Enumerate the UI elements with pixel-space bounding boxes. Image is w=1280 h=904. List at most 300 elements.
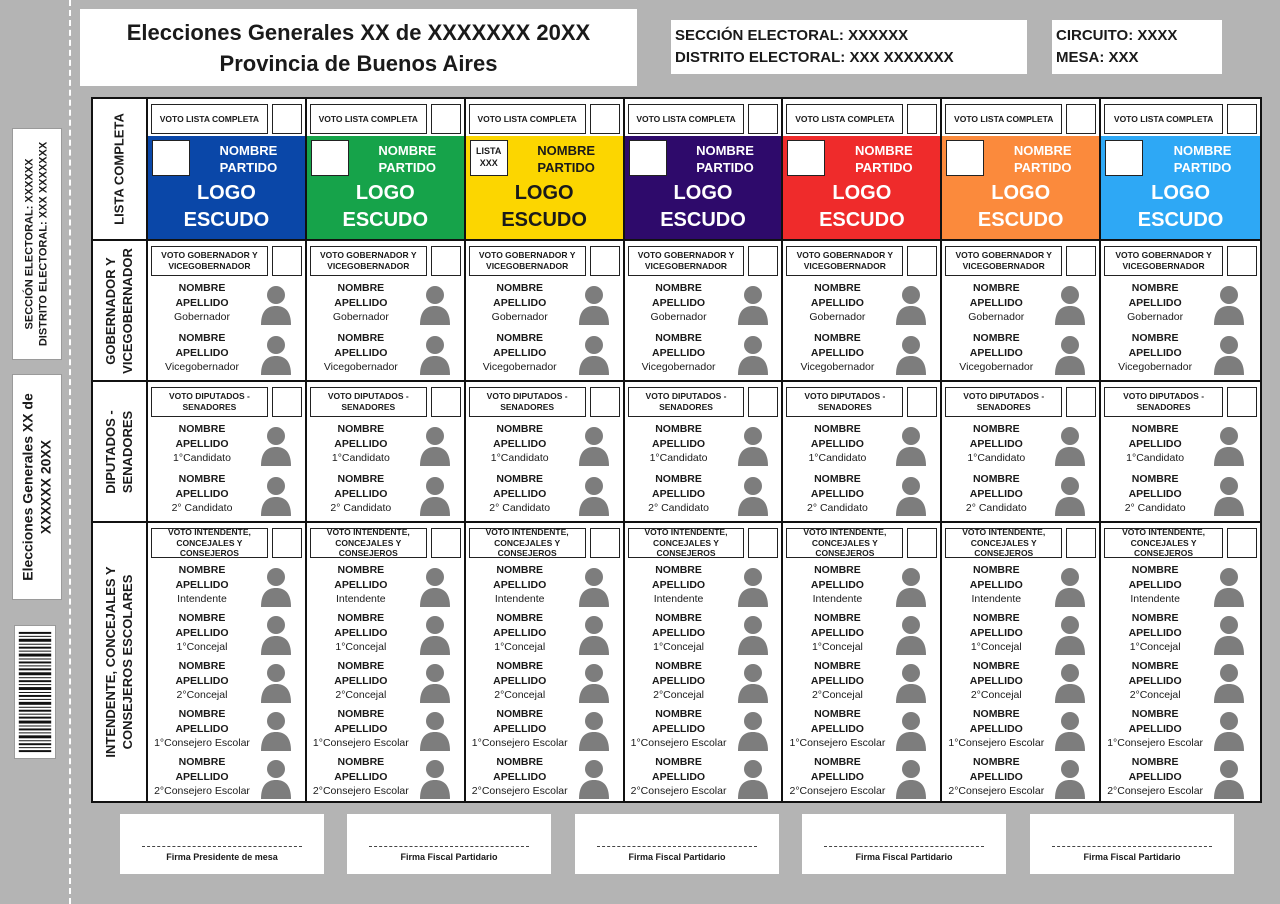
party-logo: [942, 180, 1099, 234]
signature-label: Firma Fiscal Partidario: [400, 852, 498, 862]
party-cell-4: [625, 99, 784, 241]
candidate-text: [307, 659, 415, 703]
party-name-line1: NOMBRE: [1173, 143, 1232, 158]
candidate-first-name: NOMBRE: [655, 564, 702, 576]
candidate-text: [783, 331, 891, 375]
party-cell-6: [942, 99, 1101, 241]
candidate-last-name: APELLIDO: [810, 578, 864, 591]
section-info: [671, 20, 1027, 74]
candidate-role: 1°Consejero Escolar: [789, 737, 886, 749]
candidate-dip-2: [148, 472, 305, 520]
person-silhouette-icon: [735, 613, 771, 655]
candidate-gob-2: [307, 331, 464, 379]
candidate-first-name: NOMBRE: [337, 756, 385, 768]
person-silhouette-icon: [1052, 613, 1088, 655]
candidate-gob-1: [783, 281, 940, 329]
candidate-text: [466, 707, 574, 751]
diputados-cell-3: [466, 382, 625, 523]
candidate-int-4: [1101, 707, 1260, 755]
vote-checkbox-diputados-1[interactable]: [272, 387, 302, 417]
gobernador-cell-4: [625, 241, 784, 382]
candidate-last-name: APELLIDO: [334, 626, 388, 639]
vote-row: [1104, 246, 1257, 276]
vote-row: [945, 246, 1096, 276]
candidate-last-name: APELLIDO: [493, 346, 547, 359]
party-logo-line2: ESCUDO: [660, 209, 746, 231]
candidate-text: [148, 755, 256, 799]
party-name: [827, 142, 940, 176]
party-name-line2: PARTIDO: [378, 160, 437, 175]
party-logo-line2: ESCUDO: [977, 209, 1064, 231]
person-silhouette-icon: [893, 424, 929, 466]
candidate-text: [1101, 472, 1209, 516]
candidate-first-name: NOMBRE: [655, 282, 702, 294]
party-name-line1: NOMBRE: [854, 143, 913, 158]
party-name-line1: NOMBRE: [1013, 143, 1072, 158]
candidate-last-name: APELLIDO: [1128, 722, 1182, 735]
candidate-first-name: NOMBRE: [1131, 564, 1179, 576]
candidate-role: 2°Concejal: [811, 689, 863, 701]
candidate-last-name: APELLIDO: [334, 674, 388, 687]
vote-label-lista-completa: VOTO LISTA COMPLETA: [945, 104, 1062, 134]
row-label-gobernador: [93, 241, 148, 382]
candidate-int-1: [625, 563, 782, 611]
candidate-text: [148, 707, 256, 751]
vote-row: [628, 104, 779, 134]
party-logo-line1: LOGO: [355, 182, 415, 204]
vote-checkbox-gobernador-4[interactable]: [748, 246, 778, 276]
candidate-text: [148, 331, 256, 375]
party-color-block: [466, 136, 623, 239]
person-silhouette-icon: [1052, 333, 1088, 375]
candidate-int-2: [625, 611, 782, 659]
candidate-text: [466, 659, 574, 703]
vote-checkbox-gobernador-7[interactable]: [1227, 246, 1257, 276]
party-name-line2: PARTIDO: [855, 160, 913, 175]
candidate-text: [625, 281, 733, 325]
vote-label-lista-completa: VOTO LISTA COMPLETA: [1104, 104, 1223, 134]
candidate-int-1: [307, 563, 464, 611]
candidate-role: 1°Concejal: [335, 641, 387, 653]
vote-checkbox-gobernador-2[interactable]: [431, 246, 461, 276]
candidate-last-name: APELLIDO: [652, 626, 706, 639]
signature-line: [824, 846, 984, 847]
vote-checkbox-lista-completa-6[interactable]: [1066, 104, 1096, 134]
candidate-gob-2: [625, 331, 782, 379]
signature-box-1: [120, 814, 324, 874]
candidate-last-name: APELLIDO: [810, 487, 864, 500]
lista-number: LISTA XXX: [470, 140, 508, 176]
person-silhouette-icon: [1211, 709, 1247, 751]
candidate-last-name: APELLIDO: [1128, 296, 1182, 309]
candidate-last-name: APELLIDO: [969, 578, 1023, 591]
vote-checkbox-intendente-2[interactable]: [431, 528, 461, 558]
candidate-first-name: NOMBRE: [1131, 282, 1179, 294]
person-silhouette-icon: [1052, 661, 1088, 703]
candidate-text: [625, 659, 733, 703]
person-silhouette-icon: [735, 333, 771, 375]
person-silhouette-icon: [576, 333, 612, 375]
vote-checkbox-intendente-4[interactable]: [748, 528, 778, 558]
vote-label-gobernador: VOTO GOBERNADOR Y VICEGOBERNADOR: [786, 246, 903, 276]
candidate-role: Vicegobernador: [482, 361, 557, 373]
candidate-first-name: NOMBRE: [814, 564, 861, 576]
seccion-electoral: SECCIÓN ELECTORAL: XXXXXX: [675, 27, 909, 44]
person-silhouette-icon: [893, 474, 929, 516]
candidate-last-name: APELLIDO: [810, 626, 864, 639]
party-logo-line2: ESCUDO: [501, 209, 587, 231]
candidate-text: [942, 611, 1050, 655]
person-silhouette-icon: [258, 757, 294, 799]
vote-label-diputados: VOTO DIPUTADOS - SENADORES: [469, 387, 586, 417]
party-cell-2: [307, 99, 466, 241]
candidate-last-name: APELLIDO: [1128, 674, 1182, 687]
party-logo-line1: LOGO: [1151, 182, 1211, 204]
barcode-icon: [14, 625, 56, 759]
candidate-first-name: NOMBRE: [655, 660, 702, 672]
candidate-first-name: NOMBRE: [178, 423, 226, 435]
candidate-int-3: [307, 659, 464, 707]
candidate-first-name: NOMBRE: [496, 660, 544, 672]
person-silhouette-icon: [417, 757, 453, 799]
candidate-first-name: NOMBRE: [496, 612, 544, 624]
candidate-role: 1°Concejal: [970, 641, 1022, 653]
candidate-text: [1101, 563, 1209, 607]
candidate-dip-2: [466, 472, 623, 520]
candidate-last-name: APELLIDO: [652, 487, 706, 500]
intendente-cell-7: [1101, 523, 1260, 801]
vote-checkbox-lista-completa-7[interactable]: [1227, 104, 1257, 134]
candidate-role: Vicegobernador: [165, 361, 239, 373]
candidate-dip-2: [625, 472, 782, 520]
candidate-last-name: APELLIDO: [1128, 626, 1182, 639]
person-silhouette-icon: [417, 709, 453, 751]
candidate-gob-1: [1101, 281, 1260, 329]
gobernador-cell-5: [783, 241, 942, 382]
candidate-role: 1°Concejal: [653, 641, 705, 653]
vote-label-gobernador: VOTO GOBERNADOR Y VICEGOBERNADOR: [469, 246, 586, 276]
person-silhouette-icon: [258, 613, 294, 655]
candidate-role: Gobernador: [491, 311, 548, 323]
person-silhouette-icon: [576, 424, 612, 466]
party-logo: [625, 180, 782, 234]
candidate-text: [148, 659, 256, 703]
candidate-last-name: APELLIDO: [969, 437, 1023, 450]
candidate-first-name: NOMBRE: [814, 282, 861, 294]
candidate-int-4: [625, 707, 782, 755]
candidate-last-name: APELLIDO: [1128, 487, 1182, 500]
candidate-first-name: NOMBRE: [496, 708, 544, 720]
candidate-first-name: NOMBRE: [972, 660, 1020, 672]
candidate-last-name: APELLIDO: [810, 346, 864, 359]
candidate-last-name: APELLIDO: [652, 437, 706, 450]
party-name-line1: NOMBRE: [219, 143, 278, 158]
candidate-last-name: APELLIDO: [334, 487, 388, 500]
candidate-first-name: NOMBRE: [496, 332, 544, 344]
candidate-last-name: APELLIDO: [969, 296, 1023, 309]
candidate-last-name: APELLIDO: [334, 346, 388, 359]
party-color-block: [1101, 136, 1260, 239]
candidate-last-name: APELLIDO: [334, 296, 388, 309]
person-silhouette-icon: [1211, 565, 1247, 607]
candidate-first-name: NOMBRE: [496, 473, 544, 485]
vote-label-lista-completa: VOTO LISTA COMPLETA: [151, 104, 268, 134]
intendente-cell-5: [783, 523, 942, 801]
candidate-last-name: APELLIDO: [175, 770, 229, 783]
candidate-int-4: [148, 707, 305, 755]
candidate-text: [625, 755, 733, 799]
party-logo-line1: LOGO: [991, 182, 1051, 204]
candidate-first-name: NOMBRE: [178, 564, 226, 576]
candidate-text: [466, 472, 574, 516]
row-label-int-line2: CONSEJEROS ESCOLARES: [119, 574, 135, 750]
candidate-last-name: APELLIDO: [969, 626, 1023, 639]
candidate-text: [307, 472, 415, 516]
candidate-text: [625, 422, 733, 466]
person-silhouette-icon: [1211, 613, 1247, 655]
party-name: [669, 142, 782, 176]
party-color-block: [307, 136, 464, 239]
candidate-int-2: [1101, 611, 1260, 659]
party-name-line2: PARTIDO: [696, 160, 754, 175]
candidate-int-2: [783, 611, 940, 659]
candidate-int-4: [466, 707, 623, 755]
person-silhouette-icon: [735, 283, 771, 325]
candidate-first-name: NOMBRE: [655, 332, 702, 344]
party-name-line1: NOMBRE: [537, 143, 596, 158]
vote-row: [469, 246, 620, 276]
vote-checkbox-gobernador-3[interactable]: [590, 246, 620, 276]
candidate-first-name: NOMBRE: [1131, 473, 1179, 485]
candidate-role: 2°Concejal: [494, 689, 546, 701]
party-name-line2: PARTIDO: [1013, 160, 1072, 175]
candidate-role: 2° Candidato: [648, 502, 709, 514]
party-logo-line1: LOGO: [673, 182, 733, 204]
person-silhouette-icon: [1211, 424, 1247, 466]
candidate-text: [307, 422, 415, 466]
row-label-lista: [93, 99, 148, 241]
vote-checkbox-intendente-1[interactable]: [272, 528, 302, 558]
vote-label-lista-completa: VOTO LISTA COMPLETA: [628, 104, 745, 134]
candidate-text: [783, 422, 891, 466]
row-label-gob-line2: VICEGOBERNADOR: [119, 247, 135, 374]
person-silhouette-icon: [576, 565, 612, 607]
vote-checkbox-diputados-5[interactable]: [907, 387, 937, 417]
candidate-role: Gobernador: [1127, 311, 1184, 323]
candidate-last-name: APELLIDO: [652, 722, 706, 735]
candidate-first-name: NOMBRE: [337, 282, 385, 294]
candidate-int-5: [466, 755, 623, 801]
party-logo-line2: ESCUDO: [819, 209, 905, 231]
person-silhouette-icon: [417, 565, 453, 607]
candidate-gob-1: [307, 281, 464, 329]
candidate-last-name: APELLIDO: [969, 722, 1023, 735]
vote-row: [1104, 387, 1257, 417]
candidate-role: 2° Candidato: [330, 502, 392, 514]
vote-label-gobernador: VOTO GOBERNADOR Y VICEGOBERNADOR: [1104, 246, 1223, 276]
party-cell-1: [148, 99, 307, 241]
vote-row: [628, 387, 779, 417]
vote-checkbox-intendente-6[interactable]: [1066, 528, 1096, 558]
party-name: [986, 142, 1099, 176]
person-silhouette-icon: [258, 565, 294, 607]
vote-row: [628, 246, 779, 276]
party-logo-line1: LOGO: [514, 182, 574, 204]
vote-row: [628, 528, 779, 558]
candidate-text: [942, 472, 1050, 516]
candidate-int-1: [148, 563, 305, 611]
vote-checkbox-lista-completa-4[interactable]: [748, 104, 778, 134]
signature-box-5: [1030, 814, 1234, 874]
vote-row: [1104, 104, 1257, 134]
person-silhouette-icon: [417, 613, 453, 655]
vote-checkbox-gobernador-1[interactable]: [272, 246, 302, 276]
candidate-last-name: APELLIDO: [175, 437, 229, 450]
candidate-text: [942, 331, 1050, 375]
candidate-role: 2°Consejero Escolar: [1107, 785, 1204, 797]
candidate-text: [942, 563, 1050, 607]
candidate-role: 2°Concejal: [335, 689, 387, 701]
candidate-last-name: APELLIDO: [175, 626, 229, 639]
candidate-dip-1: [148, 422, 305, 470]
candidate-role: 1°Concejal: [176, 641, 228, 653]
candidate-role: 1°Candidato: [331, 452, 390, 464]
candidate-dip-2: [1101, 472, 1260, 520]
candidate-role: Intendente: [653, 593, 704, 605]
diputados-cell-4: [625, 382, 784, 523]
lista-number: LISTA XXX: [946, 140, 984, 176]
vote-checkbox-intendente-5[interactable]: [907, 528, 937, 558]
vote-checkbox-intendente-7[interactable]: [1227, 528, 1257, 558]
person-silhouette-icon: [1052, 709, 1088, 751]
candidate-text: [1101, 281, 1209, 325]
vote-label-diputados: VOTO DIPUTADOS - SENADORES: [151, 387, 268, 417]
person-silhouette-icon: [417, 474, 453, 516]
candidate-role: 2°Concejal: [176, 689, 228, 701]
candidate-last-name: APELLIDO: [175, 346, 229, 359]
candidate-int-2: [942, 611, 1099, 659]
vote-checkbox-gobernador-6[interactable]: [1066, 246, 1096, 276]
candidate-text: [1101, 659, 1209, 703]
row-label-dip-line2: SENADORES: [119, 410, 135, 493]
signature-line: [597, 846, 757, 847]
candidate-int-3: [1101, 659, 1260, 707]
candidate-role: Intendente: [812, 593, 863, 605]
person-silhouette-icon: [1211, 283, 1247, 325]
candidate-last-name: APELLIDO: [175, 674, 229, 687]
candidate-gob-1: [148, 281, 305, 329]
person-silhouette-icon: [1211, 757, 1247, 799]
candidate-text: [307, 563, 415, 607]
vote-checkbox-gobernador-5[interactable]: [907, 246, 937, 276]
candidate-text: [148, 563, 256, 607]
candidate-text: [942, 422, 1050, 466]
candidate-text: [307, 611, 415, 655]
vote-row: [151, 246, 302, 276]
person-silhouette-icon: [417, 333, 453, 375]
candidate-first-name: NOMBRE: [178, 660, 226, 672]
vote-checkbox-lista-completa-2[interactable]: [431, 104, 461, 134]
vote-checkbox-diputados-2[interactable]: [431, 387, 461, 417]
candidate-int-1: [942, 563, 1099, 611]
candidate-text: [466, 755, 574, 799]
candidate-role: 2°Consejero Escolar: [312, 785, 409, 797]
vote-checkbox-diputados-4[interactable]: [748, 387, 778, 417]
candidate-text: [942, 707, 1050, 751]
party-logo: [148, 180, 305, 234]
vote-checkbox-intendente-3[interactable]: [590, 528, 620, 558]
candidate-role: 2°Consejero Escolar: [630, 785, 727, 797]
vote-checkbox-lista-completa-5[interactable]: [907, 104, 937, 134]
vote-checkbox-diputados-6[interactable]: [1066, 387, 1096, 417]
candidate-first-name: NOMBRE: [655, 473, 702, 485]
vote-row: [151, 104, 302, 134]
party-name-line2: PARTIDO: [537, 160, 595, 175]
vote-row: [310, 528, 461, 558]
lista-number: LISTA XXX: [311, 140, 349, 176]
candidate-last-name: APELLIDO: [969, 770, 1023, 783]
candidate-last-name: APELLIDO: [493, 487, 547, 500]
candidate-role: 1°Consejero Escolar: [312, 737, 409, 749]
gobernador-cell-3: [466, 241, 625, 382]
ballot-title: [80, 9, 637, 86]
vote-checkbox-lista-completa-1[interactable]: [272, 104, 302, 134]
person-silhouette-icon: [1052, 565, 1088, 607]
signature-label: Firma Presidente de mesa: [166, 852, 278, 862]
candidate-int-1: [783, 563, 940, 611]
candidate-first-name: NOMBRE: [972, 423, 1020, 435]
candidate-text: [307, 281, 415, 325]
party-logo-line2: ESCUDO: [1137, 209, 1224, 231]
vote-label-intendente: VOTO INTENDENTE, CONCEJALES Y CONSEJEROS: [151, 528, 268, 558]
candidate-text: [148, 611, 256, 655]
vote-row: [310, 104, 461, 134]
vote-label-gobernador: VOTO GOBERNADOR Y VICEGOBERNADOR: [310, 246, 427, 276]
candidate-int-4: [942, 707, 1099, 755]
candidate-text: [783, 707, 891, 751]
candidate-first-name: NOMBRE: [814, 423, 861, 435]
candidate-int-5: [625, 755, 782, 801]
candidate-dip-1: [942, 422, 1099, 470]
candidate-first-name: NOMBRE: [337, 708, 385, 720]
candidate-last-name: APELLIDO: [652, 296, 706, 309]
person-silhouette-icon: [1211, 333, 1247, 375]
vote-checkbox-diputados-7[interactable]: [1227, 387, 1257, 417]
candidate-first-name: NOMBRE: [655, 612, 702, 624]
vote-checkbox-lista-completa-3[interactable]: [590, 104, 620, 134]
person-silhouette-icon: [893, 565, 929, 607]
party-cell-3: [466, 99, 625, 241]
vote-label-gobernador: VOTO GOBERNADOR Y VICEGOBERNADOR: [628, 246, 745, 276]
candidate-last-name: APELLIDO: [493, 296, 547, 309]
party-logo: [783, 180, 940, 234]
candidate-role: Vicegobernador: [1118, 361, 1193, 373]
vote-checkbox-diputados-3[interactable]: [590, 387, 620, 417]
intendente-cell-6: [942, 523, 1101, 801]
candidate-text: [783, 281, 891, 325]
person-silhouette-icon: [576, 661, 612, 703]
stub-election-line2: XXXXXX 20XX: [37, 439, 53, 535]
party-cell-7: [1101, 99, 1260, 241]
candidate-int-4: [307, 707, 464, 755]
vote-label-diputados: VOTO DIPUTADOS - SENADORES: [310, 387, 427, 417]
candidate-first-name: NOMBRE: [814, 756, 861, 768]
candidate-first-name: NOMBRE: [1131, 708, 1179, 720]
candidate-last-name: APELLIDO: [334, 722, 388, 735]
diputados-cell-5: [783, 382, 942, 523]
candidate-role: Vicegobernador: [641, 361, 716, 373]
candidate-dip-1: [307, 422, 464, 470]
